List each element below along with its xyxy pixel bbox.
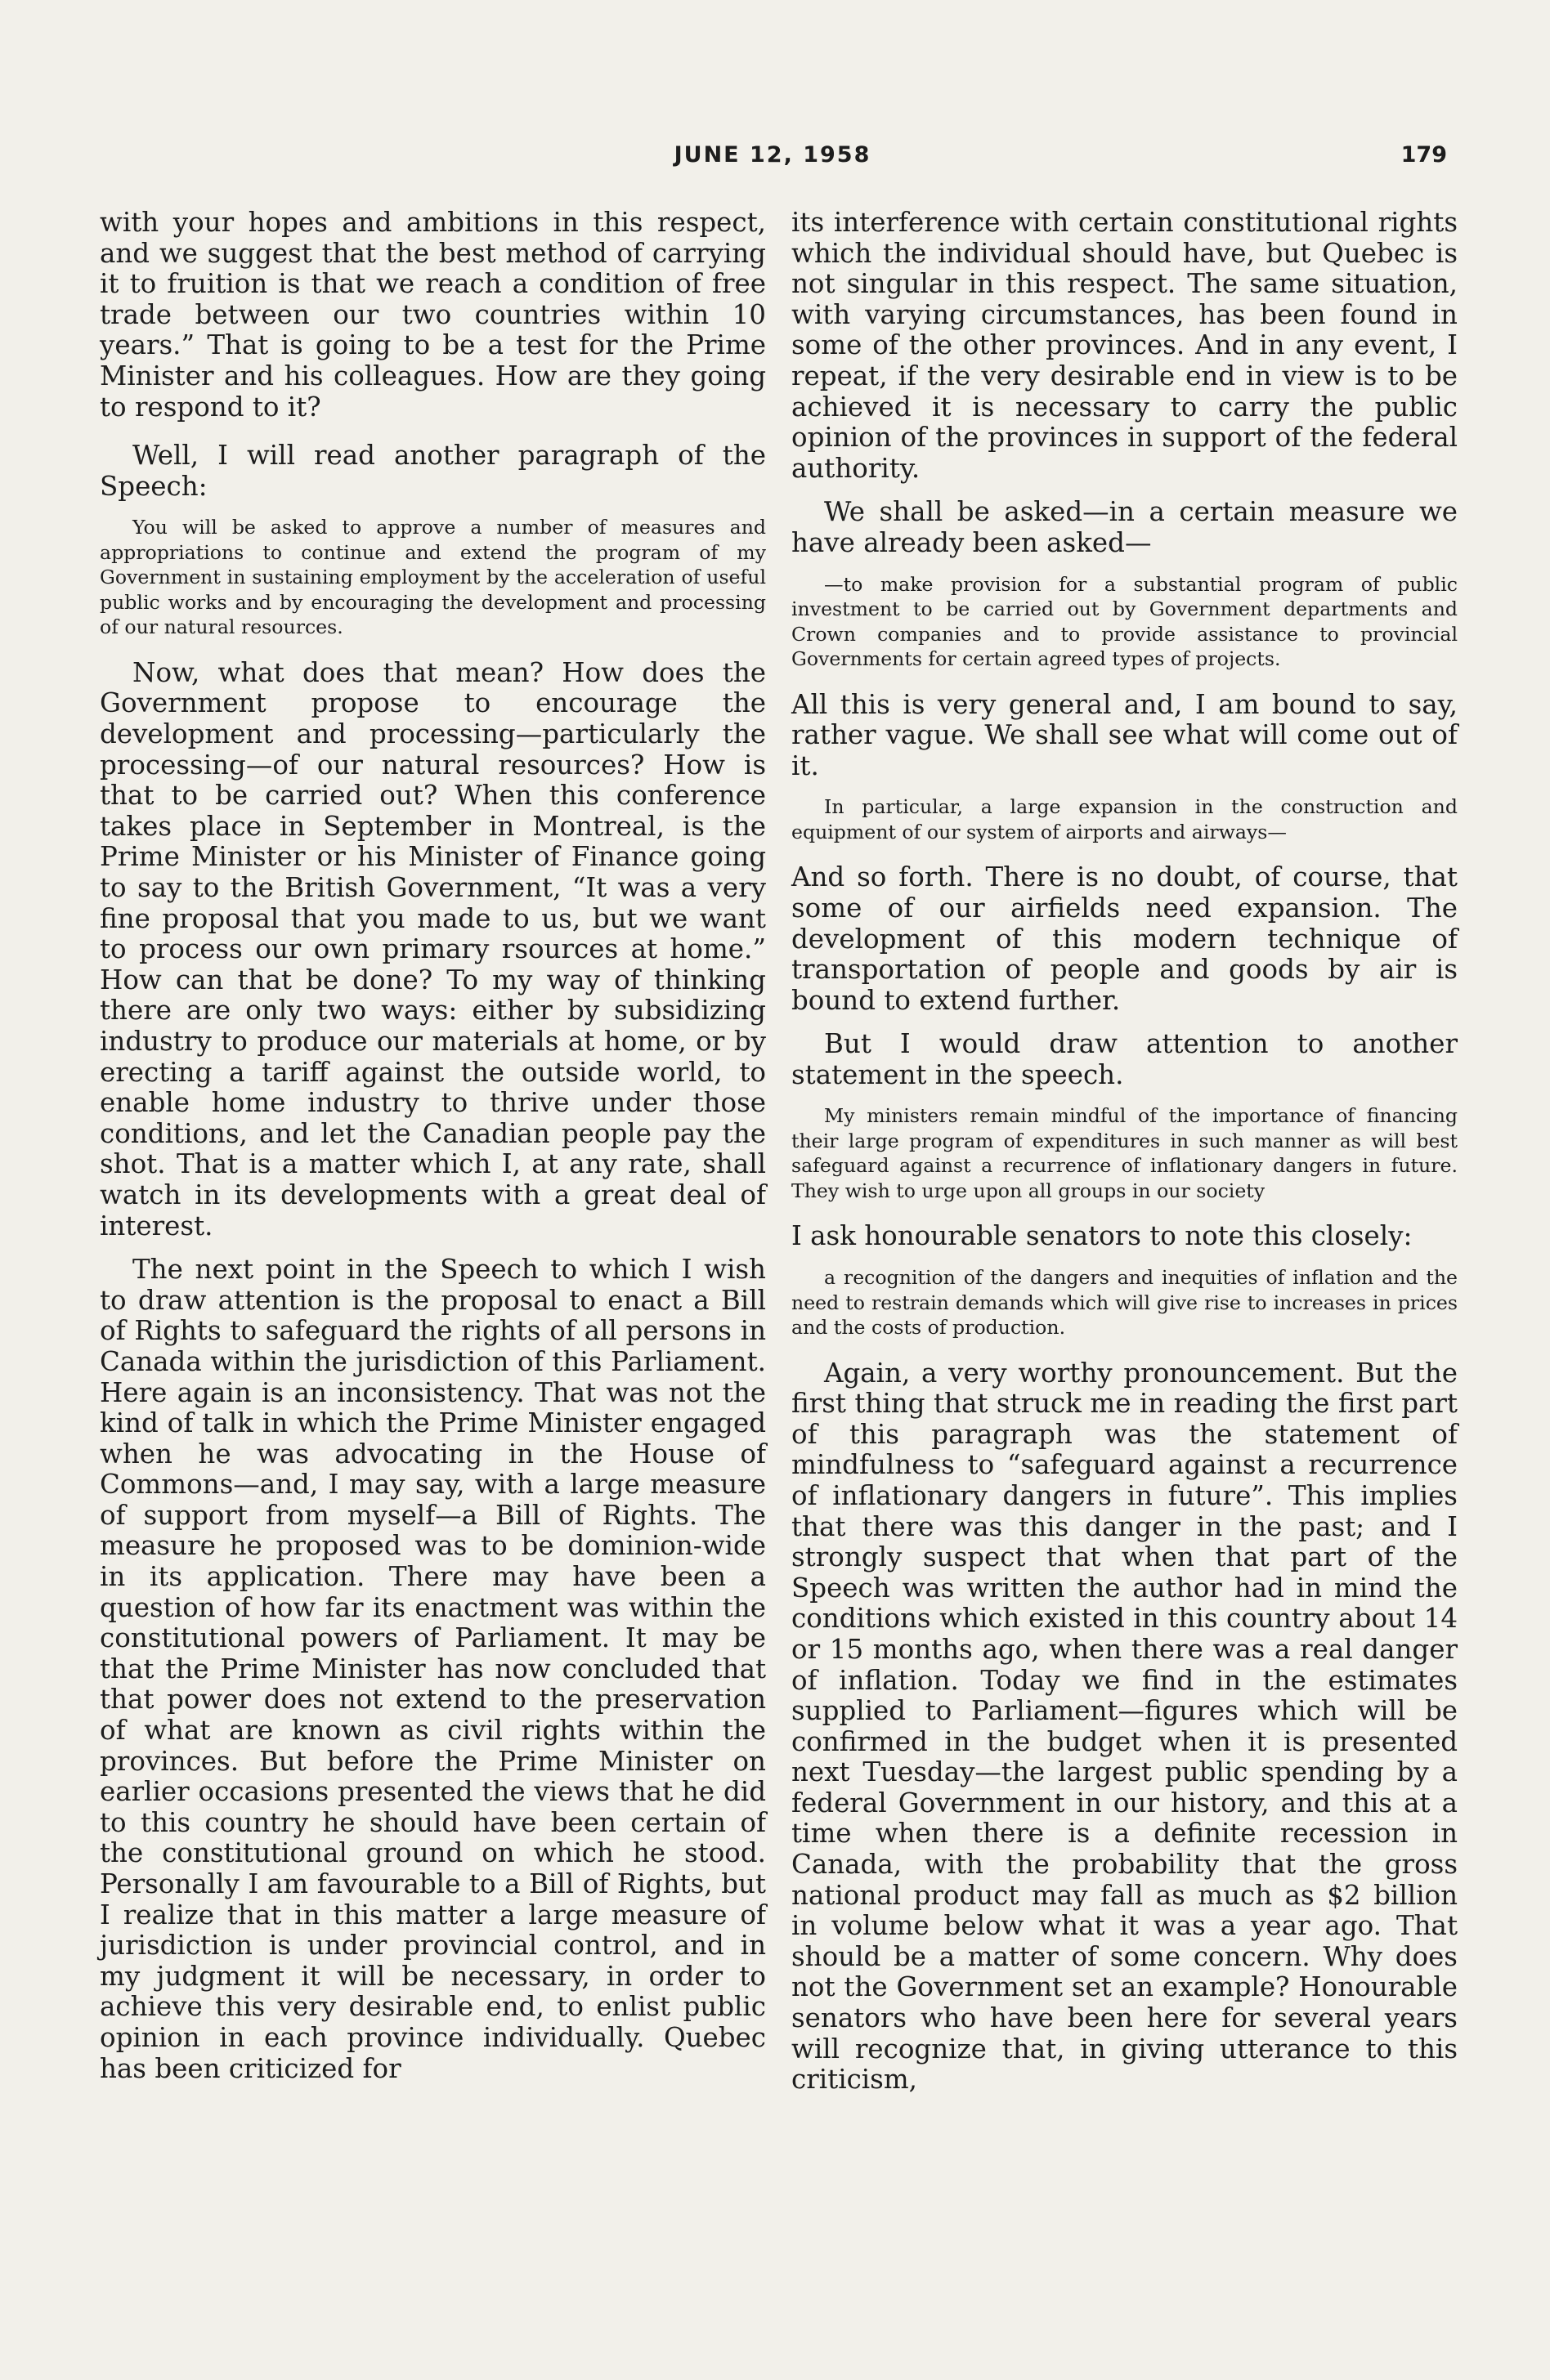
paragraph: with your hopes and ambitions in this respect, and we suggest that the best method of carrying it to fruition is that we reach a condition of free trade between our two countries within 10 years.” That is going to be a test for the Prime Minister and his colleagues. How are they going to respond to it? <box>100 207 766 423</box>
paragraph: We shall be asked—in a certain measure we have already been asked— <box>791 496 1458 558</box>
paragraph: But I would draw attention to another statement in the speech. <box>791 1028 1458 1090</box>
left-column <box>100 208 766 2084</box>
block-quote: You will be asked to approve a number of measures and appropriations to continue and extend the program of my Government in sustaining employment by the acceleration of useful public works and by encouraging the development and processing of our natural resources. <box>100 516 766 639</box>
paragraph: Now, what does that mean? How does the Government propose to encourage the development and processing—particularly the processing—of our natural resources? How is that to be carried out? When this conference takes place in September in Montreal, is the Prime Minister or his Minister of Finance going to say to the British Government, “It was a very fine proposal that you made to us, but we want to process our own primary rsources at home.” How can that be done? To my way of thinking there are only two ways: either by subsidizing industry to produce our materials at home, or by erecting a tariff against the outside world, to enable home industry to thrive under those conditions, and let the Canadian people pay the shot. That is a matter which I, at any rate, shall watch in its developments with a great deal of interest. <box>100 656 766 1241</box>
right-column <box>791 208 1458 2096</box>
paragraph: Again, a very worthy pronouncement. But the first thing that struck me in reading the first part of this paragraph was the statement of mindfulness to “safeguard against a recurrence of inflationary dangers in future”. This implies that there was this danger in the past; and I strongly suspect that when that part of the Speech was written the author had in mind the conditions which existed in this country about 14 or 15 months ago, when there was a real danger of inflation. Today we find in the estimates supplied to Parliament—figures which will be confirmed in the budget when it is presented next Tuesday—the largest public spending by a federal Government in our history, and this at a time when there is a definite recession in Canada, with the probability that the gross national product may fall as much as $2 billion in volume below what it was a year ago. That should be a matter of some concern. Why does not the Government set an example? Honourable senators who have been here for several years will recognize that, in giving utterance to this criticism, <box>791 1357 1458 2096</box>
paragraph: All this is very general and, I am bound to say, rather vague. We shall see what will come out of it. <box>791 688 1458 781</box>
block-quote: My ministers remain mindful of the importance of financing their large program of expenditures in such manner as will best safeguard against a recurrence of inflationary dangers in future. They wish to urge upon all groups in our society <box>791 1104 1458 1202</box>
page-number: 179 <box>1400 142 1447 168</box>
paragraph: And so forth. There is no doubt, of course, that some of our airfields need expansion. The development of this modern technique of transportation of people and goods by air is bound to extend further. <box>791 861 1458 1016</box>
block-quote: a recognition of the dangers and inequities of inflation and the need to restrain demands which will give rise to increases in prices and the costs of production. <box>791 1266 1458 1340</box>
block-quote: —to make provision for a substantial program of public investment to be carried out by Government departments and Crown companies and to provide assistance to provincial Governments for certain agreed types of projects. <box>791 572 1458 671</box>
block-quote: In particular, a large expansion in the construction and equipment of our system of airports and airways— <box>791 795 1458 843</box>
paragraph: Well, I will read another paragraph of the Speech: <box>100 440 766 502</box>
paragraph: I ask honourable senators to note this closely: <box>791 1220 1413 1252</box>
paragraph: its interference with certain constitutional rights which the individual should have, but Quebec is not singular in this respect. The same situation, with varying circumstances, has been found in some of the other provinces. And in any event, I repeat, if the very desirable end in view is to be achieved it is necessary to carry the public opinion of the provinces in support of the federal authority. <box>791 207 1458 484</box>
page-header <box>98 142 1447 183</box>
paragraph: The next point in the Speech to which I wish to draw attention is the proposal to enact a Bill of Rights to safeguard the rights of all persons in Canada within the jurisdiction of this Parliament. Here again is an inconsistency. That was not the kind of talk in which the Prime Minister engaged when he was advocating in the House of Commons—and, I may say, with a large measure of support from myself—a Bill of Rights. The measure he proposed was to be dominion-wide in its application. There may have been a question of how far its enactment was within the constitutional powers of Parliament. It may be that the Prime Minister has now concluded that that power does not extend to the preservation of what are known as civil rights within the provinces. But before the Prime Minister on earlier occasions presented the views that he did to this country he should have been certain of the constitutional ground on which he stood. Personally I am favourable to a Bill of Rights, but I realize that in this matter a large measure of jurisdiction is under provincial control, and in my judgment it will be necessary, in order to achieve this very desirable end, to enlist public opinion in each province individually. Quebec has been criticized for <box>100 1254 766 2084</box>
running-header-date: JUNE 12, 1958 <box>674 142 871 168</box>
